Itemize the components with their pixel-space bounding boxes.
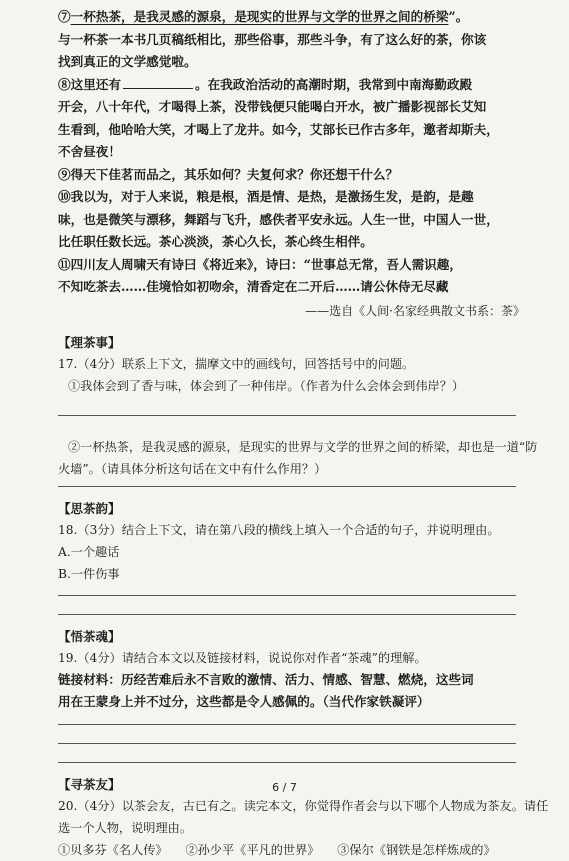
source-citation: ——选自《人间·名家经典散文书系：茶》 <box>305 303 525 318</box>
p8-prefix: ⑧这里还有 <box>58 76 121 92</box>
fill-in-blank[interactable] <box>123 74 193 89</box>
q19-link-line-2: 用在王蒙身上并不过分，这些都是令人感佩的。（当代作家铁凝评） <box>58 694 430 709</box>
section-heading-4: 【寻茶友】 <box>58 776 121 792</box>
p7-line-2: 与一杯茶一本书几页稿纸相比，那些俗事，那些斗争，有了这么好的茶，你该 <box>58 31 487 47</box>
paragraph-8 <box>58 74 525 97</box>
p8-line-2: 开会，八十年代，才喝得上茶，没带钱便只能喝白开水，被广播影视部长艾知 <box>58 99 487 114</box>
q20-option-1: ①贝多芬《名人传》 <box>58 842 168 857</box>
p8-line-1-rest: 。在我政治活动的高潮时期，我常到中南海勤政殿 <box>194 76 473 92</box>
p7-number: ⑦ <box>58 9 71 24</box>
q20-line-1: 20.（4分）以茶会友，古已有之。读完本文，你觉得作者会与以下哪个人物成为茶友。请任 <box>58 798 549 813</box>
answer-line[interactable] <box>58 595 516 596</box>
paragraph-9: ⑨得天下佳茗而品之，其乐如何？夫复何求？你还想干什么？ <box>58 166 399 182</box>
p8-line-4: 不舍昼夜！ <box>58 144 121 159</box>
section-heading-2: 【思茶韵】 <box>58 500 121 516</box>
q20-option-2: ②孙少平《平凡的世界》 <box>185 842 320 857</box>
paragraph-11-line-2: 不知吃茶去……佳境恰如初吻余，清香定在二开后……请公休侍无尽藏 <box>58 279 449 294</box>
q17-part-1: ①我体会到了香与味，体会到了一种伟岸。（作者为什么会体会到伟岸？） <box>68 378 465 393</box>
q18-stem: 18.（3分）结合上下文，请在第八段的横线上填入一个合适的句子，并说明理由。 <box>58 522 500 537</box>
q17-part-2-line-2: 火墙”。（请具体分析这句话在文中有什么作用？） <box>58 461 327 476</box>
q20-line-2: 选一个人物，说明理由。 <box>58 820 193 835</box>
answer-line[interactable] <box>58 486 516 487</box>
answer-line[interactable] <box>58 743 516 744</box>
page-number: 6 / 7 <box>272 781 297 794</box>
paragraph-10-line-1: ⑩我以为，对于人来说，粮是根，酒是情、是热，是激扬生发，是韵，是趣 <box>58 189 474 204</box>
q20-option-3: ③保尔《钢铁是怎样炼成的》 <box>337 842 496 857</box>
paragraph-10-line-3: 比任职任数长远。茶心淡淡，茶心久长，茶心终生相伴。 <box>58 234 373 249</box>
q20-options <box>58 839 525 861</box>
q18-option-b: B.一件伤事 <box>58 566 120 581</box>
p7-suffix: ”。 <box>448 9 469 24</box>
q19-link-line-1: 链接材料：历经苦难后永不言败的激情、活力、情感、智慧、燃烧，这些词 <box>58 671 474 687</box>
section-heading-1: 【理茶事】 <box>58 334 121 350</box>
paragraph-10-line-2: 味，也是微笑与漂移，舞蹈与飞升，感佚者平安永远。人生一世，中国人一世， <box>58 211 499 227</box>
answer-line[interactable] <box>58 614 516 615</box>
q17-stem: 17.（4分）联系上下文，揣摩文中的画线句，回答括号中的问题。 <box>58 356 415 371</box>
answer-line[interactable] <box>58 762 516 763</box>
answer-line[interactable] <box>58 724 516 725</box>
paragraph-7 <box>58 6 525 29</box>
p8-line-3: 生看到，他哈哈大笑，才喝上了龙井。如今，艾部长已作古多年，邀者却斯夫， <box>58 121 499 137</box>
q18-option-a: A.一个趣话 <box>58 544 120 559</box>
section-heading-3: 【悟茶魂】 <box>58 628 121 644</box>
p7-line-3: 找到真正的文学感觉啦。 <box>58 54 197 69</box>
q17-part-2-line-1: ②一杯热茶，是我灵感的源泉，是现实的世界与文学的世界之间的桥梁，却也是一道“防 <box>68 439 538 454</box>
paragraph-11-line-1: ⑪四川友人周啸天有诗曰《将近来》，诗曰：“世事总无常，吾人需识趣， <box>58 256 462 272</box>
q19-stem: 19.（4分）请结合本文以及链接材料，说说你对作者“茶魂”的理解。 <box>58 650 427 665</box>
p7-underlined-sentence: 一杯热茶，是我灵感的源泉，是现实的世界与文学的世界之间的桥梁 <box>70 9 449 24</box>
